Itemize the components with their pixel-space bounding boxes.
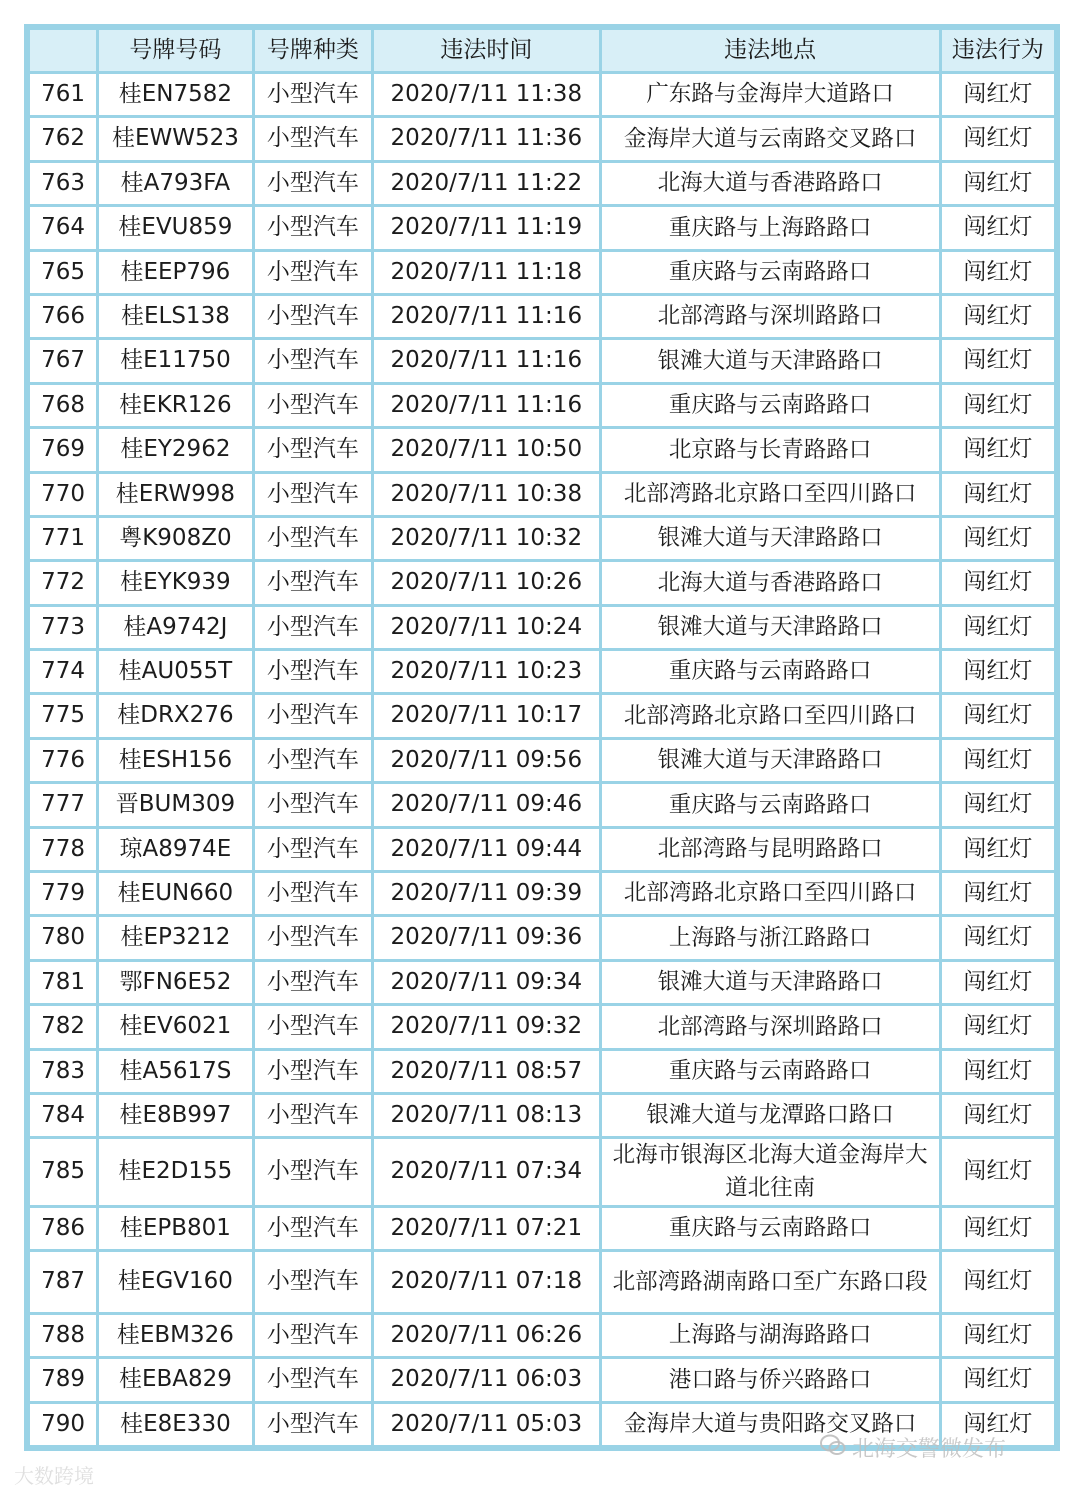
cell-violation-location: 上海路与浙江路路口 [602,917,939,958]
table-row [30,1208,1054,1249]
cell-index: 787 [30,1252,96,1312]
cell-plate-number: 桂EKR126 [99,385,251,426]
cell-plate-number: 桂EV6021 [99,1006,251,1047]
table-row [30,518,1054,559]
cell-plate-number: 桂DRX276 [99,695,251,736]
cell-plate-type: 小型汽车 [255,562,371,603]
cell-violation-location: 金海岸大道与云南路交叉路口 [602,118,939,159]
table-row [30,1359,1054,1400]
cell-violation-behavior: 闯红灯 [942,651,1054,692]
cell-violation-behavior: 闯红灯 [942,1404,1054,1445]
table-row [30,873,1054,914]
cell-plate-number: 桂EEP796 [99,252,251,293]
cell-plate-number: 桂E2D155 [99,1139,251,1204]
cell-plate-number: 桂EBA829 [99,1359,251,1400]
watermark-left-text: 大数跨境 [14,1464,94,1488]
cell-violation-time: 2020/7/11 09:32 [374,1006,599,1047]
cell-plate-number: 鄂FN6E52 [99,962,251,1003]
cell-index: 785 [30,1139,96,1204]
cell-violation-time: 2020/7/11 09:36 [374,917,599,958]
cell-violation-behavior: 闯红灯 [942,1252,1054,1312]
cell-violation-location: 北海大道与香港路路口 [602,163,939,204]
watermark-right-text: 北海交警微发布 [852,1437,1007,1462]
table-row [30,1252,1054,1312]
cell-plate-number: 桂EP3212 [99,917,251,958]
cell-violation-time: 2020/7/11 10:26 [374,562,599,603]
table-row [30,385,1054,426]
cell-index: 765 [30,252,96,293]
cell-violation-time: 2020/7/11 06:03 [374,1359,599,1400]
cell-index: 782 [30,1006,96,1047]
cell-plate-number: 桂EY2962 [99,429,251,470]
cell-plate-number: 桂A9742J [99,607,251,648]
cell-index: 772 [30,562,96,603]
cell-index: 789 [30,1359,96,1400]
cell-violation-location: 广东路与金海岸大道路口 [602,74,939,115]
cell-violation-behavior: 闯红灯 [942,518,1054,559]
cell-plate-number: 粤K908Z0 [99,518,251,559]
watermark-left [14,1460,94,1489]
cell-violation-location: 北部湾路与深圳路路口 [602,1006,939,1047]
cell-violation-behavior: 闯红灯 [942,74,1054,115]
table-row [30,1095,1054,1136]
cell-violation-location: 北海大道与香港路路口 [602,562,939,603]
header-plate-type: 号牌种类 [255,30,371,71]
table-row [30,163,1054,204]
cell-plate-type: 小型汽车 [255,518,371,559]
cell-violation-location: 银滩大道与天津路路口 [602,518,939,559]
cell-index: 778 [30,829,96,870]
cell-violation-behavior: 闯红灯 [942,740,1054,781]
cell-plate-number: 桂ESH156 [99,740,251,781]
cell-index: 780 [30,917,96,958]
cell-plate-number: 晋BUM309 [99,784,251,825]
table-row [30,562,1054,603]
table-row [30,1139,1054,1204]
cell-violation-time: 2020/7/11 10:17 [374,695,599,736]
table-row [30,740,1054,781]
cell-plate-number: 桂EGV160 [99,1252,251,1312]
cell-violation-behavior: 闯红灯 [942,296,1054,337]
cell-violation-behavior: 闯红灯 [942,1006,1054,1047]
cell-plate-number: 桂EBM326 [99,1315,251,1356]
cell-plate-type: 小型汽车 [255,829,371,870]
cell-violation-time: 2020/7/11 05:03 [374,1404,599,1445]
cell-violation-behavior: 闯红灯 [942,917,1054,958]
cell-violation-time: 2020/7/11 11:16 [374,296,599,337]
table-row [30,207,1054,248]
table-row [30,1051,1054,1092]
cell-violation-location: 北部湾路与深圳路路口 [602,296,939,337]
cell-index: 779 [30,873,96,914]
table-row [30,695,1054,736]
cell-violation-time: 2020/7/11 09:34 [374,962,599,1003]
violation-table-frame [24,24,1060,1451]
cell-plate-type: 小型汽车 [255,1095,371,1136]
cell-violation-location: 重庆路与云南路路口 [602,651,939,692]
cell-violation-behavior: 闯红灯 [942,1208,1054,1249]
cell-index: 771 [30,518,96,559]
cell-plate-type: 小型汽车 [255,252,371,293]
cell-plate-type: 小型汽车 [255,917,371,958]
cell-plate-type: 小型汽车 [255,607,371,648]
table-row [30,340,1054,381]
cell-violation-location: 港口路与侨兴路路口 [602,1359,939,1400]
cell-plate-number: 桂EYK939 [99,562,251,603]
cell-violation-location: 重庆路与云南路路口 [602,385,939,426]
cell-plate-type: 小型汽车 [255,1252,371,1312]
cell-index: 762 [30,118,96,159]
header-violation-location: 违法地点 [602,30,939,71]
table-row [30,917,1054,958]
cell-violation-location: 银滩大道与天津路路口 [602,607,939,648]
cell-violation-location: 北海市银海区北海大道金海岸大道北往南 [602,1139,939,1204]
cell-plate-type: 小型汽车 [255,873,371,914]
cell-index: 773 [30,607,96,648]
cell-plate-type: 小型汽车 [255,1359,371,1400]
cell-violation-behavior: 闯红灯 [942,118,1054,159]
cell-plate-number: 琼A8974E [99,829,251,870]
cell-plate-type: 小型汽车 [255,74,371,115]
header-violation-time: 违法时间 [374,30,599,71]
cell-violation-time: 2020/7/11 07:21 [374,1208,599,1249]
cell-plate-type: 小型汽车 [255,962,371,1003]
cell-plate-type: 小型汽车 [255,163,371,204]
cell-violation-location: 重庆路与云南路路口 [602,784,939,825]
cell-violation-time: 2020/7/11 11:16 [374,385,599,426]
cell-plate-number: 桂ELS138 [99,296,251,337]
cell-index: 766 [30,296,96,337]
cell-plate-number: 桂E8E330 [99,1404,251,1445]
cell-violation-location: 上海路与湖海路路口 [602,1315,939,1356]
cell-index: 770 [30,474,96,515]
cell-index: 767 [30,340,96,381]
cell-violation-location: 重庆路与云南路路口 [602,1208,939,1249]
cell-plate-type: 小型汽车 [255,207,371,248]
cell-violation-time: 2020/7/11 10:23 [374,651,599,692]
header-violation-behavior: 违法行为 [942,30,1054,71]
cell-plate-number: 桂EN7582 [99,74,251,115]
cell-index: 777 [30,784,96,825]
cell-index: 774 [30,651,96,692]
cell-violation-time: 2020/7/11 07:34 [374,1139,599,1204]
cell-violation-time: 2020/7/11 06:26 [374,1315,599,1356]
cell-violation-behavior: 闯红灯 [942,1315,1054,1356]
table-row [30,1006,1054,1047]
cell-violation-time: 2020/7/11 10:38 [374,474,599,515]
cell-plate-type: 小型汽车 [255,474,371,515]
cell-index: 764 [30,207,96,248]
cell-violation-time: 2020/7/11 11:16 [374,340,599,381]
cell-plate-number: 桂EWW523 [99,118,251,159]
cell-violation-behavior: 闯红灯 [942,252,1054,293]
cell-index: 761 [30,74,96,115]
cell-violation-behavior: 闯红灯 [942,1359,1054,1400]
cell-plate-type: 小型汽车 [255,784,371,825]
cell-plate-number: 桂EPB801 [99,1208,251,1249]
cell-index: 788 [30,1315,96,1356]
cell-plate-number: 桂A793FA [99,163,251,204]
cell-plate-number: 桂EUN660 [99,873,251,914]
cell-violation-behavior: 闯红灯 [942,784,1054,825]
wechat-icon [820,1434,846,1462]
cell-violation-time: 2020/7/11 08:57 [374,1051,599,1092]
table-row [30,1315,1054,1356]
cell-index: 786 [30,1208,96,1249]
cell-violation-time: 2020/7/11 11:38 [374,74,599,115]
table-row [30,607,1054,648]
cell-violation-time: 2020/7/11 08:13 [374,1095,599,1136]
cell-violation-time: 2020/7/11 09:56 [374,740,599,781]
cell-plate-type: 小型汽车 [255,429,371,470]
cell-violation-time: 2020/7/11 10:32 [374,518,599,559]
cell-violation-behavior: 闯红灯 [942,429,1054,470]
cell-violation-location: 北部湾路北京路口至四川路口 [602,873,939,914]
cell-index: 775 [30,695,96,736]
cell-violation-behavior: 闯红灯 [942,562,1054,603]
cell-violation-time: 2020/7/11 10:24 [374,607,599,648]
cell-violation-time: 2020/7/11 11:19 [374,207,599,248]
cell-violation-time: 2020/7/11 11:22 [374,163,599,204]
cell-violation-location: 银滩大道与天津路路口 [602,340,939,381]
cell-index: 790 [30,1404,96,1445]
cell-violation-behavior: 闯红灯 [942,207,1054,248]
cell-plate-type: 小型汽车 [255,340,371,381]
table-header-row [30,30,1054,71]
cell-violation-behavior: 闯红灯 [942,1095,1054,1136]
cell-violation-time: 2020/7/11 11:36 [374,118,599,159]
cell-violation-location: 重庆路与云南路路口 [602,252,939,293]
cell-violation-location: 银滩大道与龙潭路口路口 [602,1095,939,1136]
table-row [30,962,1054,1003]
cell-plate-type: 小型汽车 [255,118,371,159]
violation-table [27,27,1057,1448]
cell-plate-number: 桂EVU859 [99,207,251,248]
cell-violation-location: 金海岸大道与贵阳路交叉路口 [602,1404,939,1445]
cell-violation-behavior: 闯红灯 [942,1139,1054,1204]
table-row [30,474,1054,515]
cell-index: 768 [30,385,96,426]
table-body [30,74,1054,1445]
table-row [30,429,1054,470]
cell-violation-behavior: 闯红灯 [942,607,1054,648]
cell-violation-location: 北部湾路湖南路口至广东路口段 [602,1252,939,1312]
table-row [30,118,1054,159]
cell-violation-location: 北部湾路北京路口至四川路口 [602,474,939,515]
cell-violation-time: 2020/7/11 09:44 [374,829,599,870]
header-plate-number: 号牌号码 [99,30,251,71]
cell-plate-type: 小型汽车 [255,695,371,736]
cell-violation-behavior: 闯红灯 [942,695,1054,736]
cell-violation-behavior: 闯红灯 [942,829,1054,870]
cell-plate-type: 小型汽车 [255,1139,371,1204]
cell-violation-time: 2020/7/11 10:50 [374,429,599,470]
cell-violation-location: 北部湾路与昆明路路口 [602,829,939,870]
cell-violation-behavior: 闯红灯 [942,1051,1054,1092]
cell-violation-behavior: 闯红灯 [942,962,1054,1003]
watermark-right [820,1432,1006,1463]
cell-plate-number: 桂A5617S [99,1051,251,1092]
cell-plate-type: 小型汽车 [255,385,371,426]
cell-violation-location: 银滩大道与天津路路口 [602,962,939,1003]
cell-violation-behavior: 闯红灯 [942,474,1054,515]
cell-plate-type: 小型汽车 [255,1404,371,1445]
cell-plate-type: 小型汽车 [255,651,371,692]
table-row [30,829,1054,870]
table-row [30,651,1054,692]
cell-violation-behavior: 闯红灯 [942,385,1054,426]
cell-plate-number: 桂AU055T [99,651,251,692]
cell-index: 781 [30,962,96,1003]
table-row [30,784,1054,825]
cell-violation-location: 北部湾路北京路口至四川路口 [602,695,939,736]
cell-plate-type: 小型汽车 [255,740,371,781]
cell-violation-time: 2020/7/11 11:18 [374,252,599,293]
cell-violation-behavior: 闯红灯 [942,163,1054,204]
cell-plate-type: 小型汽车 [255,1315,371,1356]
cell-violation-behavior: 闯红灯 [942,340,1054,381]
header-index [30,30,96,71]
cell-index: 776 [30,740,96,781]
cell-violation-behavior: 闯红灯 [942,873,1054,914]
cell-violation-time: 2020/7/11 09:46 [374,784,599,825]
cell-index: 783 [30,1051,96,1092]
cell-plate-type: 小型汽车 [255,1006,371,1047]
table-row [30,252,1054,293]
cell-violation-location: 北京路与长青路路口 [602,429,939,470]
cell-violation-location: 重庆路与上海路路口 [602,207,939,248]
table-row [30,74,1054,115]
cell-violation-time: 2020/7/11 09:39 [374,873,599,914]
cell-violation-time: 2020/7/11 07:18 [374,1252,599,1312]
cell-plate-number: 桂ERW998 [99,474,251,515]
cell-plate-number: 桂E11750 [99,340,251,381]
cell-plate-type: 小型汽车 [255,1208,371,1249]
cell-plate-type: 小型汽车 [255,1051,371,1092]
cell-plate-type: 小型汽车 [255,296,371,337]
cell-plate-number: 桂E8B997 [99,1095,251,1136]
table-row [30,296,1054,337]
cell-index: 769 [30,429,96,470]
cell-violation-location: 银滩大道与天津路路口 [602,740,939,781]
cell-index: 763 [30,163,96,204]
cell-violation-location: 重庆路与云南路路口 [602,1051,939,1092]
cell-index: 784 [30,1095,96,1136]
